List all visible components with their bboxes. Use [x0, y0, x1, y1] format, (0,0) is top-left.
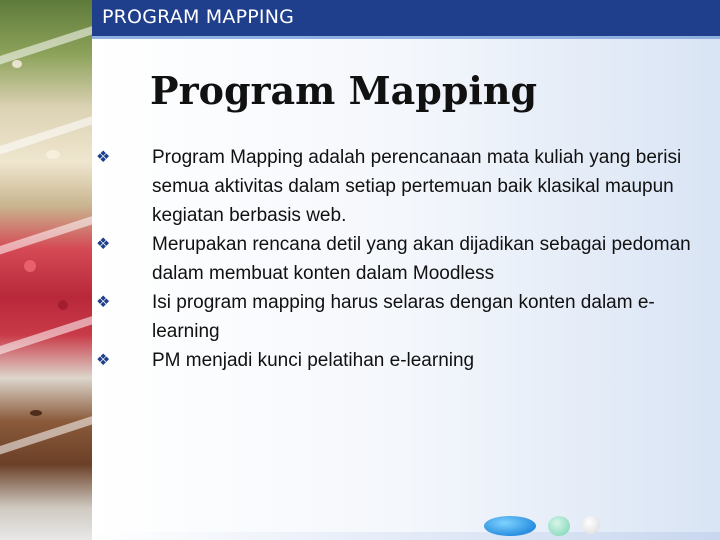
- decorative-blue-dot: [484, 516, 536, 536]
- footer-bar: [92, 532, 720, 540]
- diamond-bullet-icon: ❖: [96, 149, 111, 166]
- header-title: PROGRAM MAPPING: [102, 6, 295, 28]
- decorative-white-dot: [582, 516, 600, 534]
- list-item: [96, 230, 696, 288]
- decorative-green-dot: [548, 516, 570, 536]
- bullet-list: [96, 143, 696, 375]
- bullet-text: PM menjadi kunci pelatihan e-learning: [152, 350, 475, 371]
- title-bar: [92, 0, 720, 36]
- diamond-bullet-icon: ❖: [96, 236, 111, 253]
- list-item: [96, 143, 696, 230]
- bullet-text: Program Mapping adalah perencanaan mata kuliah yang berisi semua aktivitas dalam setiap pertemuan baik klasikal maupun kegiatan berbasis web.: [152, 147, 682, 226]
- diamond-bullet-icon: ❖: [96, 352, 111, 369]
- bullet-text: Isi program mapping harus selaras dengan konten dalam e-learning: [152, 292, 655, 342]
- bullet-text: Merupakan rencana detil yang akan dijadikan sebagai pedoman dalam membuat konten dalam Moodless: [152, 234, 691, 284]
- list-item: [96, 288, 696, 346]
- diamond-bullet-icon: ❖: [96, 294, 111, 311]
- slide-title: Program Mapping: [150, 68, 538, 113]
- side-photo: [0, 0, 92, 540]
- list-item: [96, 346, 696, 375]
